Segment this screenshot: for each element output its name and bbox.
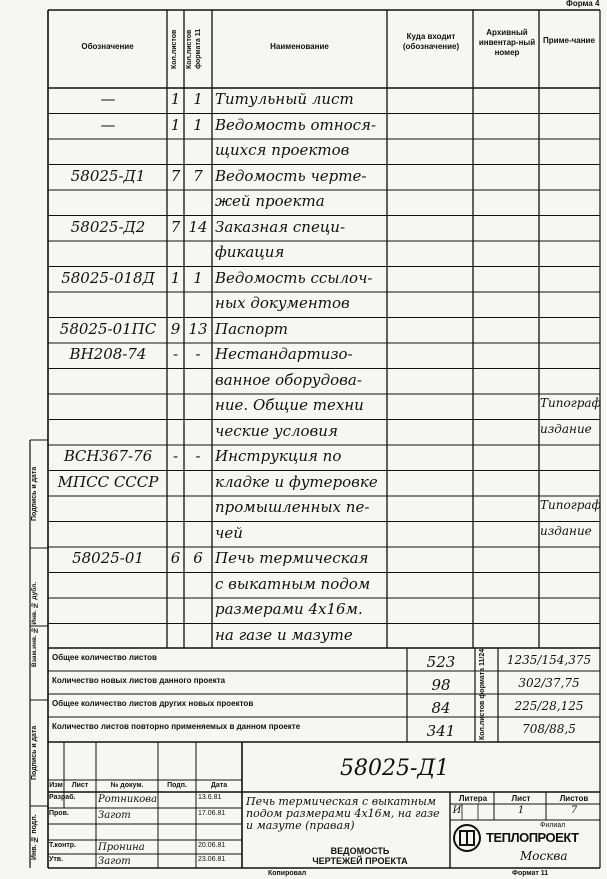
stamp-col-header: Изм	[49, 782, 63, 789]
row-name: Нестандартизо-	[215, 345, 353, 363]
totals-value: 523	[426, 653, 456, 671]
stamp-org-name: ТЕПЛОПРОЕКТ	[486, 830, 579, 845]
footer-copied: Копировал	[268, 870, 307, 877]
totals-side-label: Кол.листов формата 11/24	[479, 648, 486, 740]
row-sheets: 9	[170, 319, 181, 338]
stamp-date: 23.06.81	[198, 856, 226, 863]
stamp-litera-value: И	[452, 805, 462, 816]
row-designation: 58025-018Д	[61, 268, 155, 287]
stamp-org-city: Москва	[520, 849, 568, 863]
row-name: Печь термическая	[215, 549, 369, 567]
row-name: фикация	[215, 243, 285, 261]
stamp-sheet-value: 1	[517, 805, 525, 816]
row-name: ных документов	[215, 294, 350, 312]
row-name: размерами 4х16м.	[215, 600, 363, 618]
margin-sign-date-2: Подпись и дата	[31, 725, 38, 781]
row-name: на газе и мазуте	[215, 625, 353, 644]
totals-format11: 1235/154,375	[506, 653, 592, 667]
stamp-litera-label: Литера	[458, 794, 488, 803]
form-label: Форма 4	[566, 0, 600, 8]
totals-format11: 302/37,75	[518, 676, 580, 690]
teploproekt-logo-icon	[452, 823, 482, 853]
stamp-date: 17.06.81	[198, 810, 226, 817]
row-format11: 7	[193, 166, 203, 185]
row-note: издание	[540, 523, 592, 538]
stamp-title-text: Печь термическая с выкатным подом размерами 4х16м, на газе и мазуте (правая)	[246, 795, 440, 832]
totals-label: Количество новых листов данного проекта	[52, 676, 226, 685]
row-designation: МПСС СССР	[57, 472, 159, 491]
header-designation: Обозначение	[81, 42, 134, 51]
row-sheets: -	[172, 345, 179, 363]
row-sheets: -	[172, 447, 179, 465]
row-note: Типограф	[540, 396, 601, 410]
row-name: с выкатным подом	[215, 574, 371, 593]
row-name: Титульный лист	[215, 90, 354, 108]
header-archive: Архивный инвентар-ный номер	[478, 28, 536, 57]
header-where-used: Куда входит (обозначение)	[402, 32, 460, 51]
header-sheets: Кол.листов	[171, 29, 178, 69]
totals-label: Общее количество листов	[52, 653, 157, 662]
stamp-date: 13.6.81	[198, 794, 222, 801]
row-name: Ведомость ссылоч-	[215, 268, 373, 287]
row-name: ние. Общие техни	[215, 396, 364, 414]
stamp-doc-title-1: ВЕДОМОСТЬ	[330, 846, 390, 856]
row-format11: 6	[193, 549, 203, 567]
row-sheets: 6	[170, 549, 181, 567]
row-name: Ведомость черте-	[215, 166, 367, 185]
row-name: промышленных пе-	[215, 498, 370, 516]
row-format11: 13	[188, 319, 208, 338]
stamp-date: 20.06.81	[198, 842, 226, 849]
totals-value: 98	[431, 676, 451, 694]
stamp-col-header: № докум.	[110, 782, 144, 789]
row-designation: 58025-Д2	[70, 217, 146, 236]
row-designation: —	[100, 115, 116, 134]
row-designation: 58025-Д1	[70, 166, 146, 185]
row-name: чей	[215, 523, 243, 542]
stamp-person: Пронина	[98, 842, 145, 853]
row-name: щихся проектов	[215, 141, 350, 159]
stamp-person: Загот	[98, 856, 131, 867]
row-sheets: 1	[170, 90, 181, 108]
row-format11: 1	[193, 268, 203, 287]
row-name: Паспорт	[215, 319, 288, 338]
row-name: жей проекта	[215, 192, 325, 210]
row-format11: 14	[188, 217, 208, 236]
totals-format11: 225/28,125	[514, 699, 584, 713]
row-format11: -	[195, 345, 201, 363]
stamp-role: Утв.	[49, 856, 64, 863]
stamp-sheet-label: Лист	[511, 794, 531, 803]
row-designation: ВН208-74	[69, 345, 147, 363]
stamp-doc-code: 58025-Д1	[340, 756, 450, 781]
row-format11: 1	[193, 115, 203, 134]
row-name: ванное оборудова-	[215, 370, 362, 389]
row-name: Ведомость относя-	[215, 115, 377, 134]
row-note: издание	[540, 421, 592, 436]
stamp-col-header: Дата	[210, 782, 228, 789]
stamp-sheets-value: 7	[570, 805, 578, 816]
stamp-role: Разраб.	[49, 794, 76, 801]
margin-inv-orig: Инв. № подл.	[31, 814, 38, 860]
header-note: Приме-чание	[543, 36, 595, 45]
stamp-col-header: Подп.	[167, 782, 187, 789]
totals-value: 84	[431, 699, 451, 717]
stamp-role: Пров.	[49, 810, 69, 817]
stamp-doc-title-2: ЧЕРТЕЖЕЙ ПРОЕКТА	[312, 856, 408, 866]
totals-format11: 708/88,5	[522, 722, 576, 736]
stamp-org-prefix: Филиал	[540, 822, 566, 829]
row-designation: 58025-01ПС	[59, 319, 157, 338]
stamp-person: Ротникова	[98, 794, 158, 805]
stamp-col-header: Лист	[71, 782, 89, 789]
row-sheets: 1	[170, 115, 181, 134]
row-name: кладке и футеровке	[215, 472, 378, 491]
row-format11: 1	[193, 90, 203, 108]
row-note: Типограф	[540, 498, 601, 512]
row-designation: —	[100, 90, 116, 108]
stamp-person: Загот	[98, 810, 131, 821]
totals-label: Общее количество листов других новых проектов	[52, 699, 254, 708]
row-name: Инструкция по	[215, 447, 342, 465]
row-designation: 58025-01	[72, 549, 144, 567]
row-designation: ВСН367-76	[63, 447, 153, 465]
row-sheets: 7	[170, 217, 181, 236]
margin-sign-date-1: Подпись и дата	[31, 466, 38, 522]
totals-label: Количество листов повторно применяемых в данном проекте	[52, 722, 301, 731]
margin-inv-dubl: Взам.инв. № Инв. № дубл.	[31, 581, 38, 667]
row-sheets: 1	[170, 268, 181, 287]
stamp-role: Т.контр.	[49, 842, 76, 849]
header-format11: Кол.листов формата 11	[186, 28, 202, 70]
row-name: ческие условия	[215, 421, 338, 440]
row-sheets: 7	[170, 166, 181, 185]
footer-format: Формат 11	[512, 870, 549, 877]
header-name: Наименование	[270, 42, 329, 51]
totals-value: 341	[426, 722, 456, 740]
row-format11: -	[195, 447, 201, 465]
stamp-sheets-label: Листов	[559, 794, 589, 803]
row-name: Заказная специ-	[215, 217, 346, 236]
